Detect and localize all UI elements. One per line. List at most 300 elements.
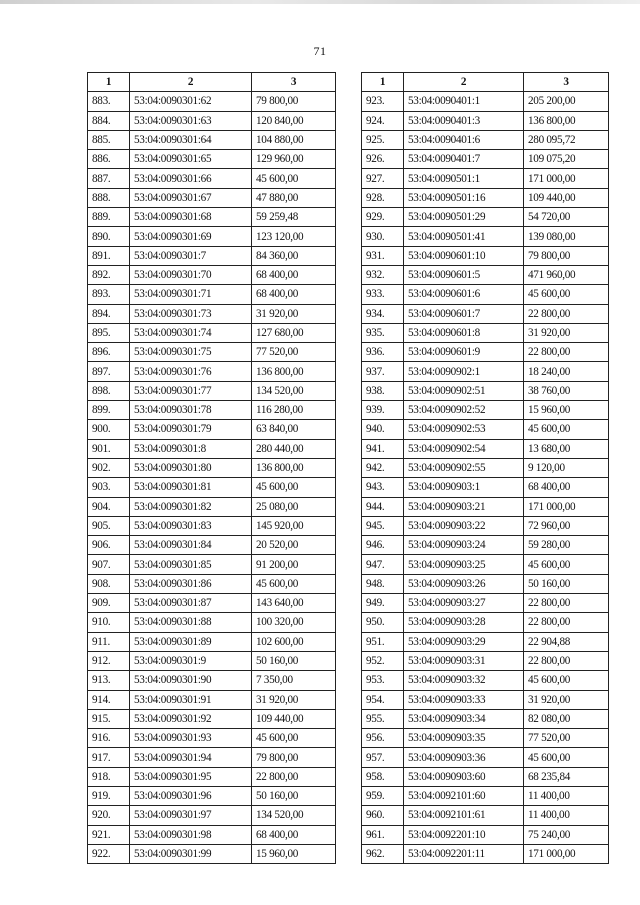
- cadastral-value: 109 075,20: [524, 150, 609, 169]
- table-row: [362, 111, 609, 130]
- row-number: 898.: [88, 381, 130, 400]
- row-number: 903.: [88, 478, 130, 497]
- row-number: 920.: [88, 806, 130, 825]
- table-row: [88, 651, 336, 670]
- cadastral-value: 22 800,00: [524, 304, 609, 323]
- row-number: 938.: [362, 381, 404, 400]
- cadastral-number: 53:04:0090301:91: [130, 690, 252, 709]
- cadastral-number: 53:04:0090301:76: [130, 362, 252, 381]
- table-row: [362, 690, 609, 709]
- cadastral-number: 53:04:0090301:88: [130, 613, 252, 632]
- cadastral-number: 53:04:0090903:28: [404, 613, 524, 632]
- cadastral-value: 143 640,00: [252, 594, 336, 613]
- table-row: [88, 246, 336, 265]
- cadastral-number: 53:04:0090903:31: [404, 651, 524, 670]
- cadastral-number: 53:04:0090601:7: [404, 304, 524, 323]
- cadastral-value: 72 960,00: [524, 516, 609, 535]
- cadastral-value: 25 080,00: [252, 497, 336, 516]
- cadastral-number: 53:04:0090301:89: [130, 632, 252, 651]
- row-number: 914.: [88, 690, 130, 709]
- table-row: [362, 709, 609, 728]
- cadastral-number: 53:04:0090903:1: [404, 478, 524, 497]
- table-row: [88, 265, 336, 284]
- row-number: 936.: [362, 343, 404, 362]
- header-col-number: 1: [88, 73, 130, 92]
- row-number: 887.: [88, 169, 130, 188]
- row-number: 893.: [88, 285, 130, 304]
- row-number: 944.: [362, 497, 404, 516]
- cadastral-value: 102 600,00: [252, 632, 336, 651]
- table-row: [88, 362, 336, 381]
- cadastral-number: 53:04:0090903:21: [404, 497, 524, 516]
- row-number: 961.: [362, 825, 404, 844]
- cadastral-value: 120 840,00: [252, 111, 336, 130]
- table-row: [88, 748, 336, 767]
- cadastral-number: 53:04:0090401:1: [404, 92, 524, 111]
- cadastral-value: 77 520,00: [524, 729, 609, 748]
- cadastral-number: 53:04:0090601:6: [404, 285, 524, 304]
- cadastral-value: 68 400,00: [524, 478, 609, 497]
- table-row: [362, 246, 609, 265]
- row-number: 923.: [362, 92, 404, 111]
- cadastral-number: 53:04:0090301:7: [130, 246, 252, 265]
- cadastral-number: 53:04:0090902:53: [404, 420, 524, 439]
- table-row: [88, 458, 336, 477]
- cadastral-number: 53:04:0090902:52: [404, 401, 524, 420]
- row-number: 926.: [362, 150, 404, 169]
- table-row: [362, 729, 609, 748]
- cadastral-value: 15 960,00: [252, 844, 336, 863]
- row-number: 955.: [362, 709, 404, 728]
- row-number: 946.: [362, 536, 404, 555]
- table-row: [362, 632, 609, 651]
- cadastral-number: 53:04:0090902:55: [404, 458, 524, 477]
- cadastral-number: 53:04:0090601:5: [404, 265, 524, 284]
- row-number: 924.: [362, 111, 404, 130]
- cadastral-value: 22 800,00: [252, 767, 336, 786]
- row-number: 945.: [362, 516, 404, 535]
- cadastral-number: 53:04:0090903:33: [404, 690, 524, 709]
- table-row: [362, 806, 609, 825]
- table-row: [88, 401, 336, 420]
- cadastral-value: 45 600,00: [524, 555, 609, 574]
- cadastral-number: 53:04:0090401:7: [404, 150, 524, 169]
- cadastral-value: 171 000,00: [524, 497, 609, 516]
- row-number: 917.: [88, 748, 130, 767]
- cadastral-value: 75 240,00: [524, 825, 609, 844]
- cadastral-number: 53:04:0090301:78: [130, 401, 252, 420]
- cadastral-number: 53:04:0090301:69: [130, 227, 252, 246]
- row-number: 935.: [362, 323, 404, 342]
- table-row: [362, 767, 609, 786]
- header-col-value: 3: [524, 73, 609, 92]
- cadastral-number: 53:04:0090301:93: [130, 729, 252, 748]
- row-number: 919.: [88, 786, 130, 805]
- row-number: 909.: [88, 594, 130, 613]
- cadastral-number: 53:04:0090301:62: [130, 92, 252, 111]
- table-row: [88, 304, 336, 323]
- row-number: 901.: [88, 439, 130, 458]
- row-number: 940.: [362, 420, 404, 439]
- row-number: 954.: [362, 690, 404, 709]
- table-row: [88, 709, 336, 728]
- cadastral-value: 139 080,00: [524, 227, 609, 246]
- table-row: [362, 555, 609, 574]
- cadastral-number: 53:04:0090902:54: [404, 439, 524, 458]
- cadastral-number: 53:04:0090301:99: [130, 844, 252, 863]
- row-number: 894.: [88, 304, 130, 323]
- cadastral-value: 31 920,00: [252, 690, 336, 709]
- cadastral-number: 53:04:0090601:9: [404, 343, 524, 362]
- cadastral-number: 53:04:0090301:87: [130, 594, 252, 613]
- cadastral-value: 123 120,00: [252, 227, 336, 246]
- table-row: [88, 555, 336, 574]
- row-number: 910.: [88, 613, 130, 632]
- cadastral-number: 53:04:0090301:8: [130, 439, 252, 458]
- row-number: 896.: [88, 343, 130, 362]
- table-row: [362, 825, 609, 844]
- cadastral-number: 53:04:0090902:1: [404, 362, 524, 381]
- table-row: [88, 343, 336, 362]
- cadastral-value: 45 600,00: [524, 748, 609, 767]
- table-row: [88, 92, 336, 111]
- table-row: [88, 227, 336, 246]
- row-number: 913.: [88, 671, 130, 690]
- table-row: [88, 767, 336, 786]
- table-row: [362, 169, 609, 188]
- table-row: [88, 285, 336, 304]
- cadastral-value: 136 800,00: [252, 458, 336, 477]
- table-row: [88, 613, 336, 632]
- cadastral-number: 53:04:0090301:82: [130, 497, 252, 516]
- cadastral-number: 53:04:0090301:85: [130, 555, 252, 574]
- cadastral-value: 45 600,00: [252, 729, 336, 748]
- table-row: [362, 844, 609, 863]
- cadastral-number: 53:04:0092201:10: [404, 825, 524, 844]
- cadastral-value: 280 095,72: [524, 130, 609, 149]
- cadastral-number: 53:04:0090401:6: [404, 130, 524, 149]
- row-number: 933.: [362, 285, 404, 304]
- cadastral-number: 53:04:0090301:9: [130, 651, 252, 670]
- row-number: 950.: [362, 613, 404, 632]
- cadastral-value: 68 400,00: [252, 825, 336, 844]
- row-number: 952.: [362, 651, 404, 670]
- row-number: 928.: [362, 188, 404, 207]
- row-number: 912.: [88, 651, 130, 670]
- cadastral-value: 134 520,00: [252, 381, 336, 400]
- table-row: [362, 536, 609, 555]
- row-number: 907.: [88, 555, 130, 574]
- table-row: [88, 516, 336, 535]
- registry-table-right: [361, 72, 609, 864]
- table-row: [88, 420, 336, 439]
- cadastral-number: 53:04:0090903:27: [404, 594, 524, 613]
- registry-table-left: [87, 72, 336, 864]
- row-number: 931.: [362, 246, 404, 265]
- cadastral-number: 53:04:0090903:34: [404, 709, 524, 728]
- row-number: 902.: [88, 458, 130, 477]
- table-row: [362, 381, 609, 400]
- table-row: [362, 265, 609, 284]
- cadastral-number: 53:04:0090401:3: [404, 111, 524, 130]
- table-row: [88, 208, 336, 227]
- row-number: 890.: [88, 227, 130, 246]
- row-number: 889.: [88, 208, 130, 227]
- table-row: [88, 439, 336, 458]
- header-col-cadastral: 2: [130, 73, 252, 92]
- cadastral-number: 53:04:0092101:60: [404, 786, 524, 805]
- header-col-cadastral: 2: [404, 73, 524, 92]
- table-row: [362, 439, 609, 458]
- table-row: [362, 208, 609, 227]
- cadastral-number: 53:04:0090301:71: [130, 285, 252, 304]
- row-number: 904.: [88, 497, 130, 516]
- cadastral-number: 53:04:0090501:41: [404, 227, 524, 246]
- header-col-number: 1: [362, 73, 404, 92]
- cadastral-number: 53:04:0090301:68: [130, 208, 252, 227]
- cadastral-value: 79 800,00: [252, 748, 336, 767]
- cadastral-value: 68 400,00: [252, 265, 336, 284]
- cadastral-value: 20 520,00: [252, 536, 336, 555]
- table-row: [362, 594, 609, 613]
- table-row: [88, 130, 336, 149]
- table-row: [362, 227, 609, 246]
- table-row: [362, 420, 609, 439]
- row-number: 941.: [362, 439, 404, 458]
- cadastral-value: 145 920,00: [252, 516, 336, 535]
- cadastral-number: 53:04:0090301:64: [130, 130, 252, 149]
- cadastral-number: 53:04:0090903:36: [404, 748, 524, 767]
- table-row: [88, 169, 336, 188]
- row-number: 891.: [88, 246, 130, 265]
- cadastral-number: 53:04:0090301:95: [130, 767, 252, 786]
- cadastral-number: 53:04:0090903:24: [404, 536, 524, 555]
- table-row: [88, 150, 336, 169]
- table-row: [88, 536, 336, 555]
- cadastral-value: 18 240,00: [524, 362, 609, 381]
- cadastral-number: 53:04:0090301:70: [130, 265, 252, 284]
- table-row: [362, 304, 609, 323]
- cadastral-value: 104 880,00: [252, 130, 336, 149]
- cadastral-value: 45 600,00: [252, 478, 336, 497]
- cadastral-value: 50 160,00: [252, 786, 336, 805]
- cadastral-number: 53:04:0090301:92: [130, 709, 252, 728]
- cadastral-value: 134 520,00: [252, 806, 336, 825]
- row-number: 937.: [362, 362, 404, 381]
- table-row: [362, 478, 609, 497]
- cadastral-value: 45 600,00: [524, 671, 609, 690]
- cadastral-number: 53:04:0092201:11: [404, 844, 524, 863]
- table-row: [362, 516, 609, 535]
- cadastral-value: 59 280,00: [524, 536, 609, 555]
- row-number: 929.: [362, 208, 404, 227]
- table-row: [88, 806, 336, 825]
- cadastral-value: 136 800,00: [252, 362, 336, 381]
- table-body-right: [362, 92, 609, 864]
- cadastral-number: 53:04:0090903:22: [404, 516, 524, 535]
- row-number: 884.: [88, 111, 130, 130]
- table-row: [88, 786, 336, 805]
- row-number: 932.: [362, 265, 404, 284]
- row-number: 918.: [88, 767, 130, 786]
- table-row: [362, 671, 609, 690]
- cadastral-value: 59 259,48: [252, 208, 336, 227]
- row-number: 957.: [362, 748, 404, 767]
- row-number: 939.: [362, 401, 404, 420]
- cadastral-number: 53:04:0090501:29: [404, 208, 524, 227]
- row-number: 897.: [88, 362, 130, 381]
- cadastral-number: 53:04:0090903:35: [404, 729, 524, 748]
- table-row: [88, 381, 336, 400]
- cadastral-number: 53:04:0090301:97: [130, 806, 252, 825]
- row-number: 911.: [88, 632, 130, 651]
- cadastral-value: 109 440,00: [524, 188, 609, 207]
- cadastral-number: 53:04:0090903:32: [404, 671, 524, 690]
- cadastral-value: 171 000,00: [524, 844, 609, 863]
- table-row: [88, 690, 336, 709]
- cadastral-value: 31 920,00: [524, 323, 609, 342]
- row-number: 915.: [88, 709, 130, 728]
- table-row: [88, 478, 336, 497]
- row-number: 943.: [362, 478, 404, 497]
- cadastral-number: 53:04:0090902:51: [404, 381, 524, 400]
- cadastral-value: 45 600,00: [524, 420, 609, 439]
- table-row: [88, 825, 336, 844]
- header-row: [362, 73, 609, 92]
- table-row: [362, 401, 609, 420]
- row-number: 962.: [362, 844, 404, 863]
- cadastral-number: 53:04:0090501:16: [404, 188, 524, 207]
- row-number: 883.: [88, 92, 130, 111]
- cadastral-number: 53:04:0090903:26: [404, 574, 524, 593]
- cadastral-value: 45 600,00: [252, 574, 336, 593]
- page-number: 71: [313, 44, 327, 58]
- cadastral-number: 53:04:0090301:67: [130, 188, 252, 207]
- cadastral-number: 53:04:0090903:25: [404, 555, 524, 574]
- cadastral-value: 22 904,88: [524, 632, 609, 651]
- table-row: [362, 613, 609, 632]
- table-row: [362, 188, 609, 207]
- row-number: 960.: [362, 806, 404, 825]
- table-row: [362, 130, 609, 149]
- row-number: 958.: [362, 767, 404, 786]
- cadastral-value: 47 880,00: [252, 188, 336, 207]
- table-row: [88, 188, 336, 207]
- cadastral-value: 77 520,00: [252, 343, 336, 362]
- cadastral-number: 53:04:0090301:80: [130, 458, 252, 477]
- row-number: 948.: [362, 574, 404, 593]
- cadastral-number: 53:04:0090301:75: [130, 343, 252, 362]
- table-row: [362, 323, 609, 342]
- header-col-value: 3: [252, 73, 336, 92]
- cadastral-value: 136 800,00: [524, 111, 609, 130]
- cadastral-number: 53:04:0090903:29: [404, 632, 524, 651]
- table-row: [88, 574, 336, 593]
- row-number: 916.: [88, 729, 130, 748]
- row-number: 908.: [88, 574, 130, 593]
- cadastral-number: 53:04:0090301:94: [130, 748, 252, 767]
- table-row: [88, 844, 336, 863]
- cadastral-value: 471 960,00: [524, 265, 609, 284]
- cadastral-value: 38 760,00: [524, 381, 609, 400]
- cadastral-value: 82 080,00: [524, 709, 609, 728]
- cadastral-value: 127 680,00: [252, 323, 336, 342]
- cadastral-number: 53:04:0090301:65: [130, 150, 252, 169]
- cadastral-value: 79 800,00: [524, 246, 609, 265]
- cadastral-value: 22 800,00: [524, 343, 609, 362]
- cadastral-number: 53:04:0090301:81: [130, 478, 252, 497]
- cadastral-value: 15 960,00: [524, 401, 609, 420]
- cadastral-value: 63 840,00: [252, 420, 336, 439]
- table-row: [362, 92, 609, 111]
- row-number: 892.: [88, 265, 130, 284]
- table-row: [362, 343, 609, 362]
- cadastral-value: 100 320,00: [252, 613, 336, 632]
- cadastral-number: 53:04:0090301:73: [130, 304, 252, 323]
- table-row: [362, 651, 609, 670]
- cadastral-value: 50 160,00: [252, 651, 336, 670]
- table-row: [362, 497, 609, 516]
- cadastral-value: 13 680,00: [524, 439, 609, 458]
- table-row: [88, 594, 336, 613]
- cadastral-value: 22 800,00: [524, 651, 609, 670]
- cadastral-value: 11 400,00: [524, 786, 609, 805]
- cadastral-value: 91 200,00: [252, 555, 336, 574]
- cadastral-number: 53:04:0090501:1: [404, 169, 524, 188]
- table-row: [362, 574, 609, 593]
- cadastral-value: 50 160,00: [524, 574, 609, 593]
- cadastral-value: 79 800,00: [252, 92, 336, 111]
- cadastral-value: 68 400,00: [252, 285, 336, 304]
- cadastral-value: 31 920,00: [252, 304, 336, 323]
- cadastral-value: 9 120,00: [524, 458, 609, 477]
- row-number: 951.: [362, 632, 404, 651]
- row-number: 899.: [88, 401, 130, 420]
- row-number: 900.: [88, 420, 130, 439]
- table-row: [362, 748, 609, 767]
- cadastral-value: 84 360,00: [252, 246, 336, 265]
- cadastral-number: 53:04:0090301:74: [130, 323, 252, 342]
- cadastral-value: 7 350,00: [252, 671, 336, 690]
- row-number: 921.: [88, 825, 130, 844]
- table-row: [88, 497, 336, 516]
- cadastral-value: 171 000,00: [524, 169, 609, 188]
- cadastral-number: 53:04:0090301:90: [130, 671, 252, 690]
- cadastral-number: 53:04:0090601:8: [404, 323, 524, 342]
- table-row: [362, 150, 609, 169]
- cadastral-number: 53:04:0090601:10: [404, 246, 524, 265]
- cadastral-value: 22 800,00: [524, 613, 609, 632]
- cadastral-number: 53:04:0090301:63: [130, 111, 252, 130]
- row-number: 956.: [362, 729, 404, 748]
- table-row: [88, 111, 336, 130]
- cadastral-number: 53:04:0090301:84: [130, 536, 252, 555]
- cadastral-value: 129 960,00: [252, 150, 336, 169]
- table-row: [88, 632, 336, 651]
- table-row: [362, 285, 609, 304]
- row-number: 895.: [88, 323, 130, 342]
- row-number: 930.: [362, 227, 404, 246]
- cadastral-value: 68 235,84: [524, 767, 609, 786]
- table-row: [362, 458, 609, 477]
- row-number: 885.: [88, 130, 130, 149]
- cadastral-value: 280 440,00: [252, 439, 336, 458]
- table-row: [88, 729, 336, 748]
- cadastral-value: 45 600,00: [252, 169, 336, 188]
- cadastral-value: 45 600,00: [524, 285, 609, 304]
- cadastral-number: 53:04:0090301:77: [130, 381, 252, 400]
- row-number: 922.: [88, 844, 130, 863]
